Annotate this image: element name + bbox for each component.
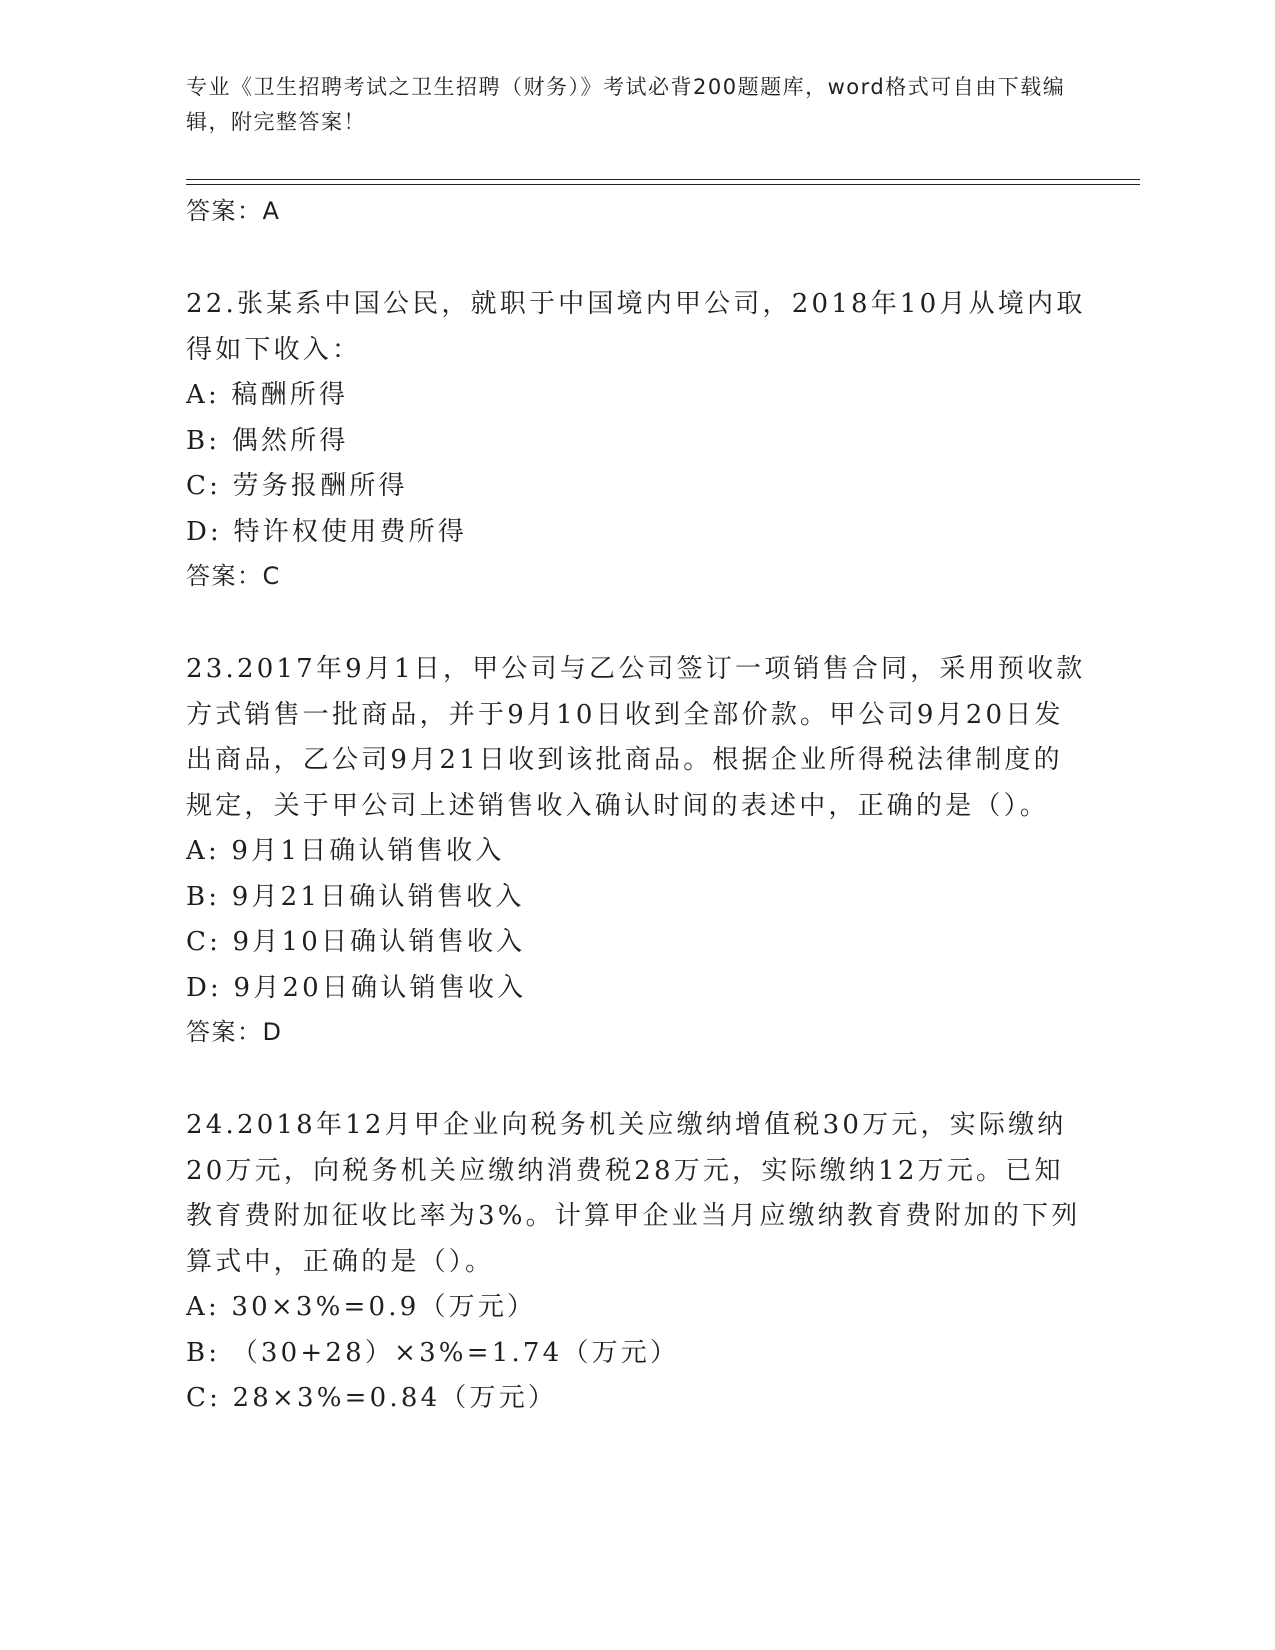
- question-22: [186, 282, 1086, 597]
- option-a: A: 9月1日确认销售收入: [186, 836, 505, 866]
- option-a: A: 稿酬所得: [186, 380, 349, 410]
- header-rule-bottom: [186, 184, 1140, 185]
- answer-line: 答案：C: [186, 562, 281, 590]
- document-header: 专业《卫生招聘考试之卫生招聘（财务）》考试必背200题题库，word格式可自由下载编辑，附完整答案！: [186, 75, 1066, 134]
- question-24: [186, 1103, 1086, 1422]
- header-rule-top: [186, 179, 1140, 180]
- option-c: C: 劳务报酬所得: [186, 471, 408, 501]
- question-stem: 24.2018年12月甲企业向税务机关应缴纳增值税30万元，实际缴纳20万元，向税务机关应缴纳消费税28万元，实际缴纳12万元。已知教育费附加征收比率为3%。计算甲企业当月应缴纳教育费附加的下列算式中，正确的是（）。: [186, 1110, 1081, 1277]
- answer-line: 答案：A: [186, 197, 281, 225]
- option-b: B: 9月21日确认销售收入: [186, 881, 525, 912]
- option-d: D: 特许权使用费所得: [186, 516, 468, 547]
- option-d: D: 9月20日确认销售收入: [186, 972, 527, 1003]
- answer-line: 答案：D: [186, 1018, 283, 1046]
- option-b: B: （30+28）×3%=1.74（万元）: [186, 1337, 680, 1368]
- option-c: C: 9月10日确认销售收入: [186, 927, 526, 957]
- option-c: C: 28×3%=0.84（万元）: [186, 1383, 558, 1413]
- question-list: [186, 190, 1086, 1422]
- option-a: A: 30×3%=0.9（万元）: [186, 1292, 537, 1322]
- option-b: B: 偶然所得: [186, 425, 349, 456]
- question-23: [186, 647, 1086, 1053]
- question-stem: 23.2017年9月1日，甲公司与乙公司签订一项销售合同，采用预收款方式销售一批商品，并于9月10日收到全部价款。甲公司9月20日发出商品，乙公司9月21日收到该批商品。根据企业所得税法律制度的规定，关于甲公司上述销售收入确认时间的表述中，正确的是（）。: [186, 654, 1086, 821]
- question-stem: 22.张某系中国公民，就职于中国境内甲公司，2018年10月从境内取得如下收入：: [186, 289, 1086, 365]
